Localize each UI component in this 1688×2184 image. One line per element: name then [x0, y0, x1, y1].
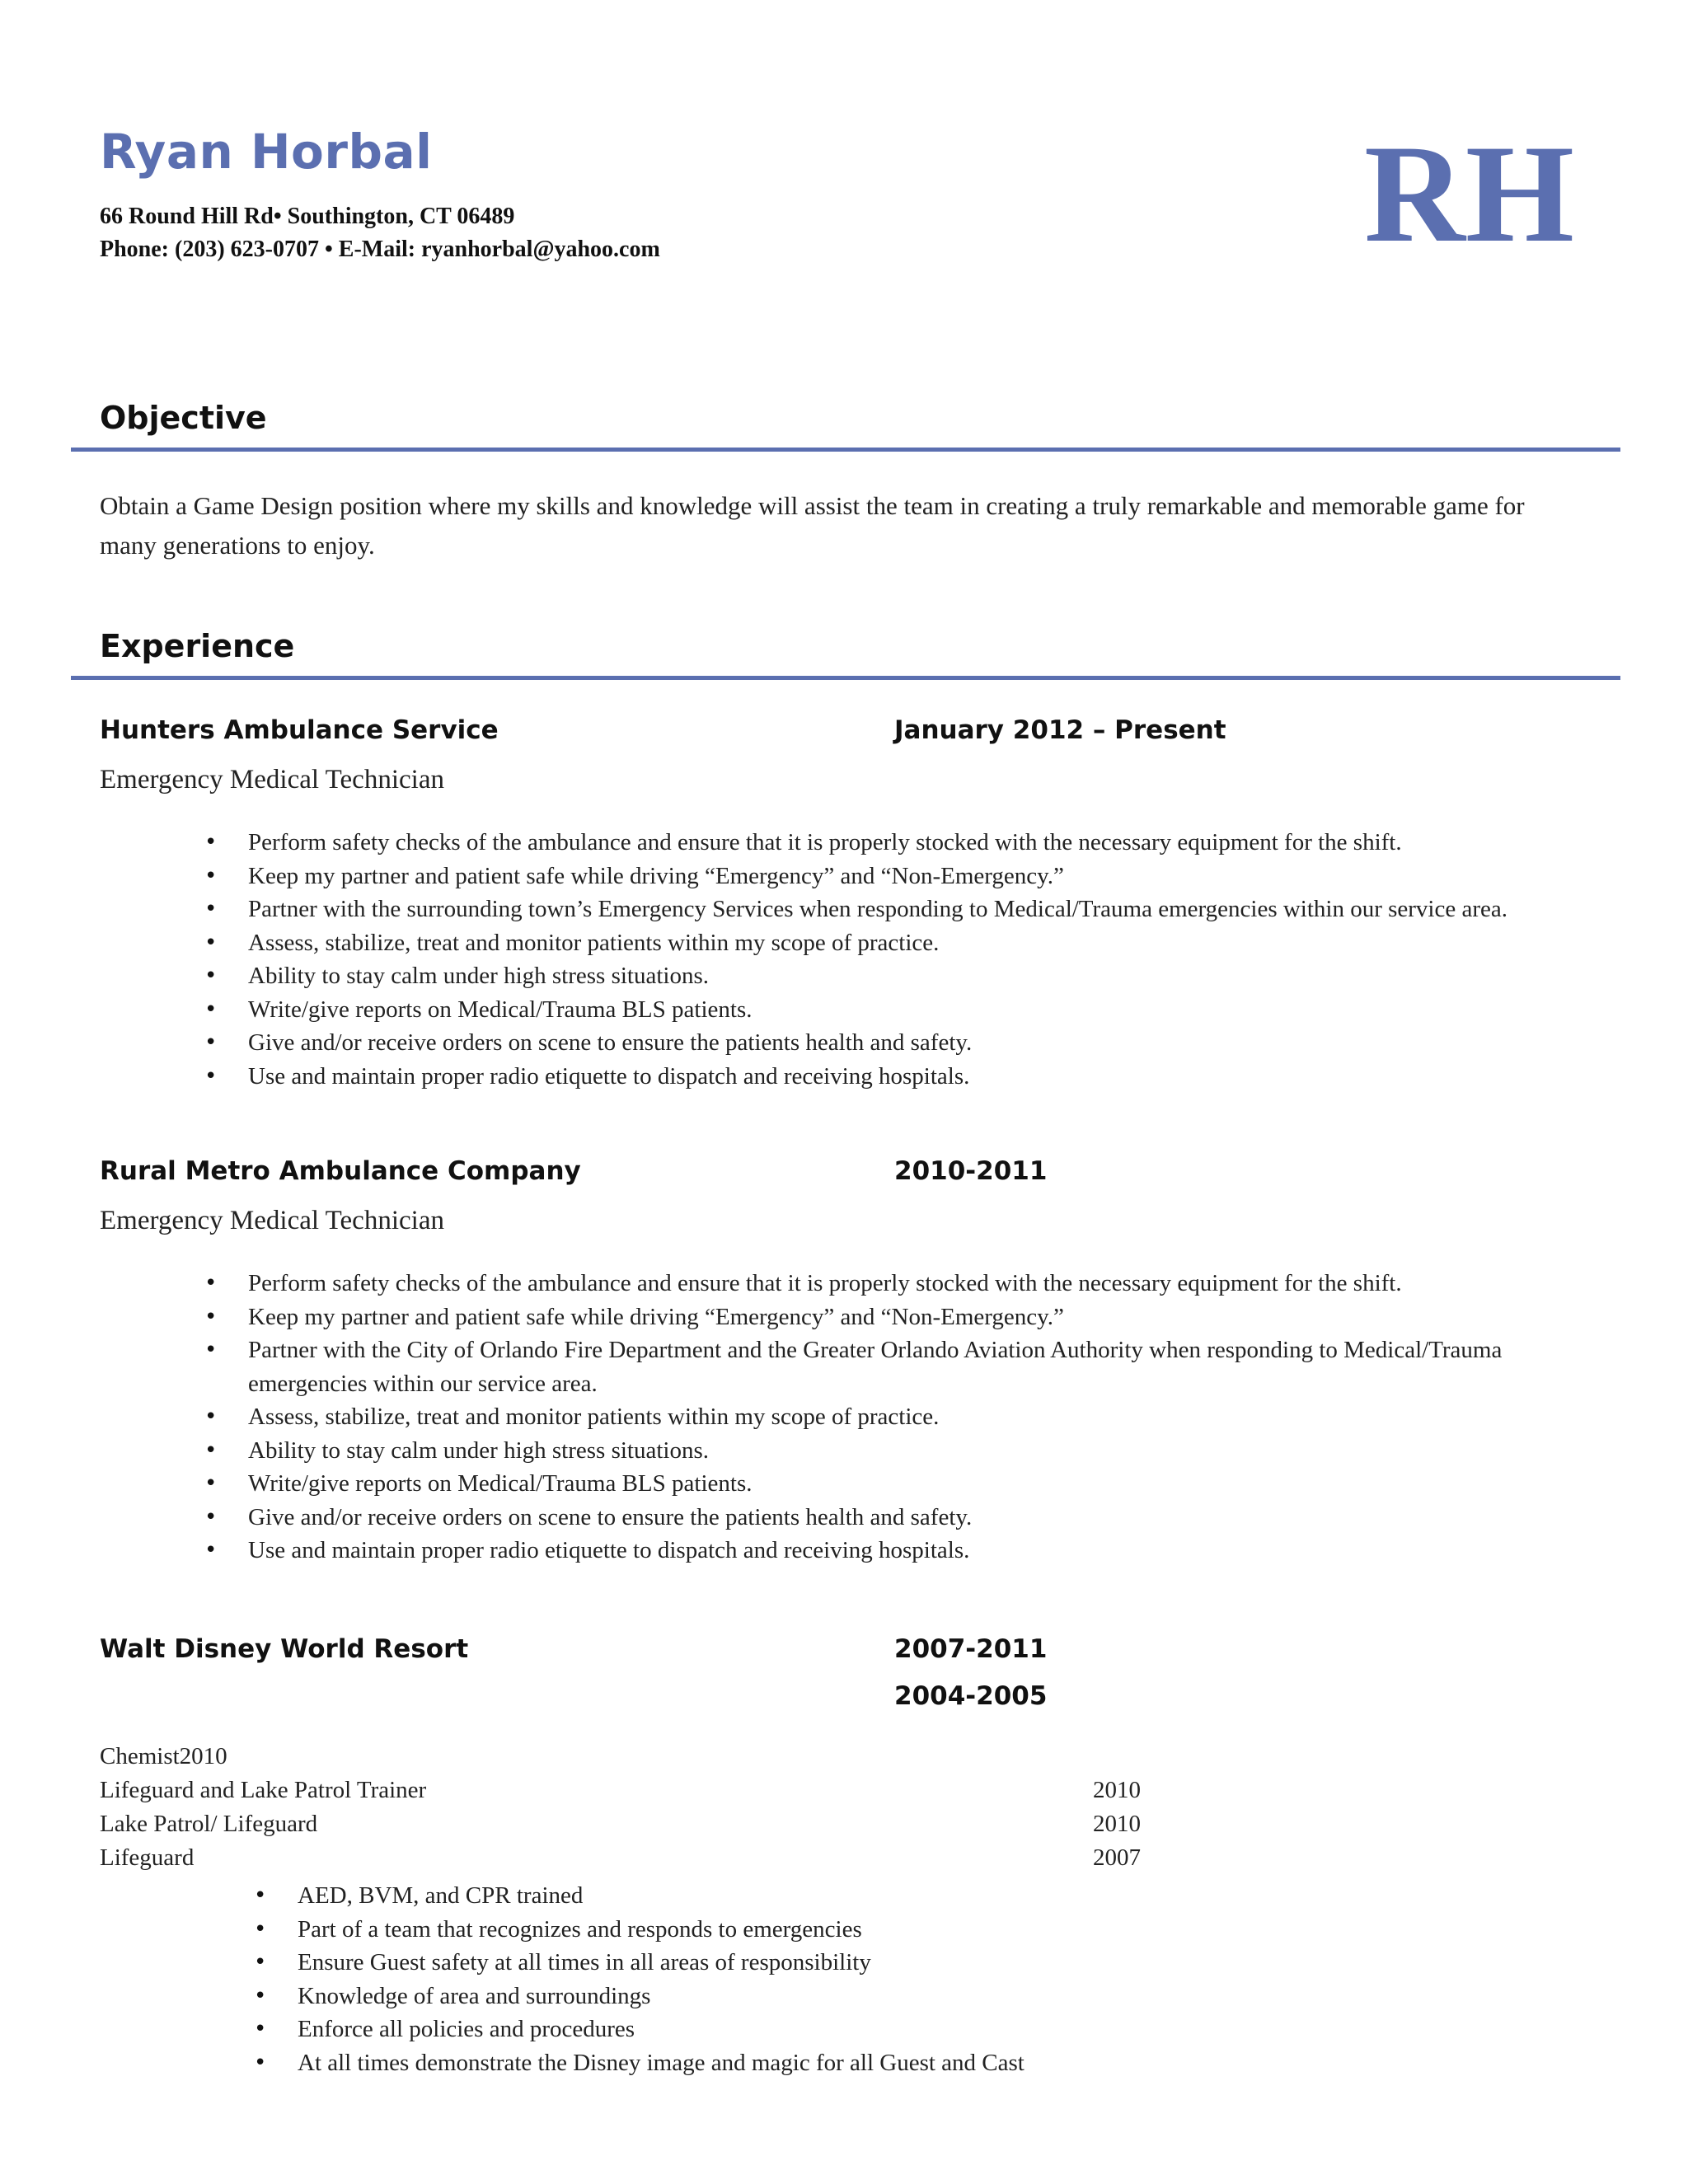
role-year: 2007	[1093, 1844, 1141, 1871]
employer-name: Walt Disney World Resort	[100, 1634, 469, 1664]
duty-item: • Partner with the City of Orlando Fire Department and the Greater Orlando Aviation Authority when responding to Medical/Trauma emergencies within our service area.	[248, 1333, 1600, 1400]
duty-item: • Use and maintain proper radio etiquette to dispatch and receiving hospitals.	[248, 1060, 1600, 1094]
objective-heading: Objective	[100, 400, 267, 436]
duty-item: • Give and/or receive orders on scene to ensure the patients health and safety.	[248, 1501, 1600, 1535]
duty-item: • Perform safety checks of the ambulance and ensure that it is properly stocked with the necessary equipment for the shift.	[248, 1267, 1600, 1301]
duty-item: • Give and/or receive orders on scene to ensure the patients health and safety.	[248, 1026, 1600, 1060]
experience-heading: Experience	[100, 628, 295, 664]
duty-item: • Keep my partner and patient safe while driving “Emergency” and “Non-Emergency.”	[248, 1301, 1600, 1334]
duty-item: • Part of a team that recognizes and responds to emergencies	[298, 1913, 1534, 1947]
employment-dates: 2007-2011	[894, 1634, 1048, 1664]
duty-list	[248, 826, 1600, 1093]
role-title: Lifeguard and Lake Patrol Trainer	[100, 1777, 427, 1803]
employer-name: Hunters Ambulance Service	[100, 715, 499, 745]
monogram-logo: RH	[1364, 116, 1574, 271]
role-row	[100, 1743, 1146, 1770]
role-row	[100, 1777, 1146, 1804]
duty-item: • Partner with the surrounding town’s Emergency Services when responding to Medical/Trauma emergencies within our service area.	[248, 893, 1600, 926]
duty-item: • Write/give reports on Medical/Trauma BLS patients.	[248, 993, 1600, 1027]
role-row	[100, 1811, 1146, 1838]
role-title: Lifeguard	[100, 1844, 195, 1871]
phone-email-line: Phone: (203) 623-0707 • E-Mail: ryanhorbal@yahoo.com	[100, 237, 660, 262]
duty-item: • Write/give reports on Medical/Trauma BLS patients.	[248, 1467, 1600, 1501]
duty-item: • Assess, stabilize, treat and monitor patients within my scope of practice.	[248, 1400, 1600, 1434]
employment-dates-secondary: 2004-2005	[894, 1681, 1048, 1711]
section-divider	[71, 448, 1620, 452]
duty-item: • Keep my partner and patient safe while driving “Emergency” and “Non-Emergency.”	[248, 860, 1600, 893]
duty-item: • AED, BVM, and CPR trained	[298, 1879, 1534, 1913]
duty-item: • Ability to stay calm under high stress situations.	[248, 959, 1600, 993]
objective-text: Obtain a Game Design position where my skills and knowledge will assist the team in creating a truly remarkable and memorable game for many generations to enjoy.	[100, 491, 1525, 560]
job-title: Emergency Medical Technician	[100, 1206, 444, 1235]
role-year: 2010	[1093, 1811, 1141, 1837]
section-divider	[71, 676, 1620, 680]
duty-item: • Ability to stay calm under high stress situations.	[248, 1434, 1600, 1468]
candidate-name: Ryan Horbal	[100, 124, 433, 180]
duty-item: • Assess, stabilize, treat and monitor patients within my scope of practice.	[248, 926, 1600, 960]
role-title: Lake Patrol/ Lifeguard	[100, 1811, 318, 1837]
employment-dates: 2010-2011	[894, 1156, 1048, 1186]
duty-item: • Use and maintain proper radio etiquette to dispatch and receiving hospitals.	[248, 1534, 1600, 1568]
duty-item: • At all times demonstrate the Disney image and magic for all Guest and Cast	[298, 2046, 1534, 2080]
role-row	[100, 1844, 1146, 1872]
duty-item: • Knowledge of area and surroundings	[298, 1980, 1534, 2013]
employment-dates: January 2012 – Present	[894, 715, 1226, 745]
address-line: 66 Round Hill Rd• Southington, CT 06489	[100, 204, 515, 229]
duty-item: • Perform safety checks of the ambulance and ensure that it is properly stocked with the necessary equipment for the shift.	[248, 826, 1600, 860]
duty-list	[248, 1267, 1600, 1568]
duty-item: • Enforce all policies and procedures	[298, 2013, 1534, 2046]
role-title: Chemist2010	[100, 1743, 227, 1769]
duty-list	[298, 1879, 1534, 2079]
employer-name: Rural Metro Ambulance Company	[100, 1156, 581, 1186]
job-title: Emergency Medical Technician	[100, 765, 444, 794]
role-year: 2010	[1093, 1777, 1141, 1803]
duty-item: • Ensure Guest safety at all times in all areas of responsibility	[298, 1946, 1534, 1980]
